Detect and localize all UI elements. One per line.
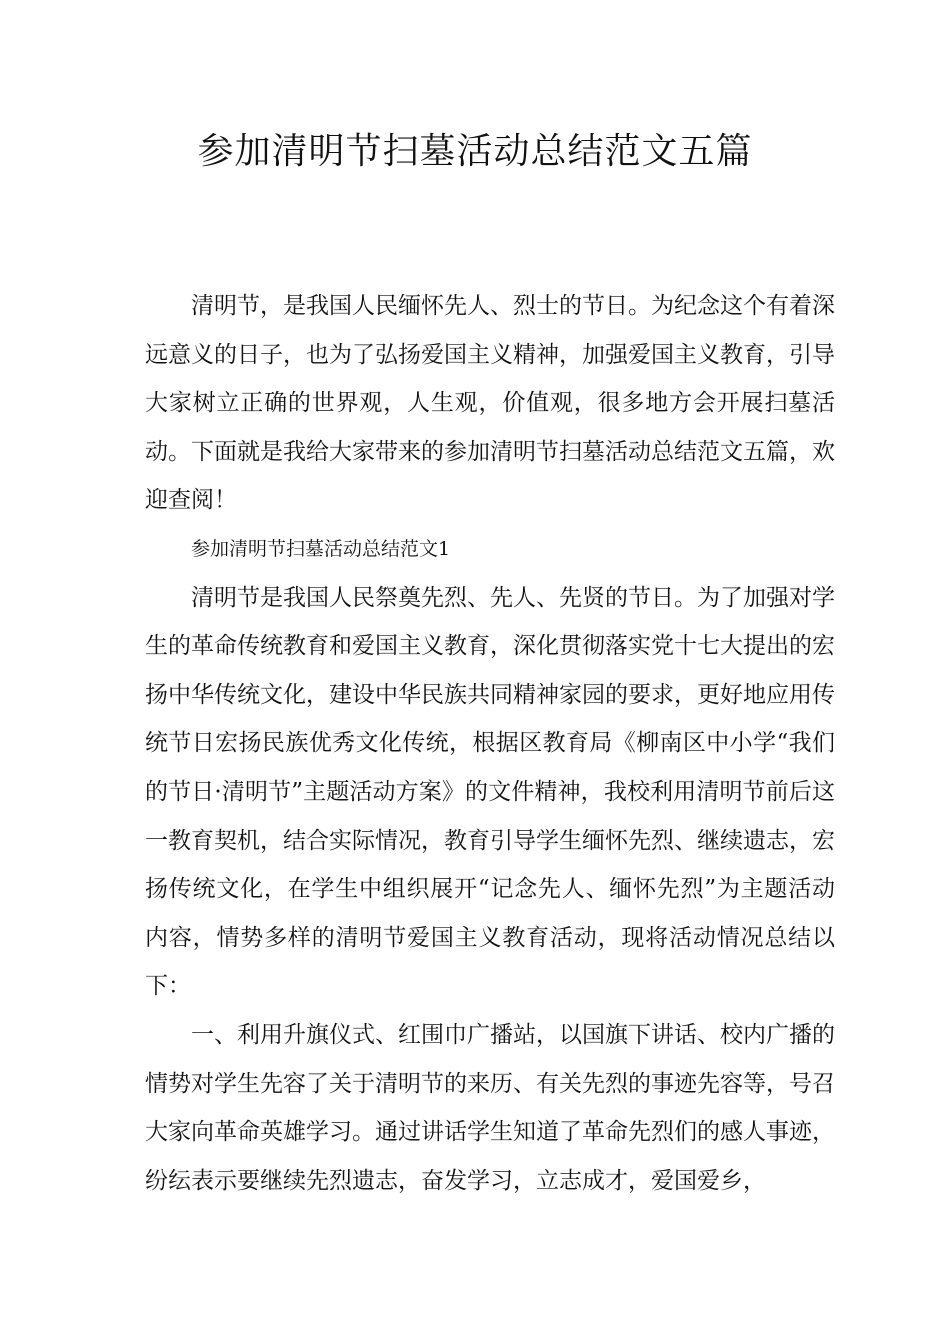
body-paragraph: 一、利用升旗仪式、红围巾广播站，以国旗下讲话、校内广播的情势对学生先容了关于清明节的来历、有关先烈的事迹先容等，号召大家向革命英雄学习。通过讲话学生知道了革命先烈们的感人事迹，纷纭表示要继续先烈遗志，奋发学习，立志成才，爱国爱乡，: [145, 1021, 835, 1194]
intro-paragraph: 清明节，是我国人民缅怀先人、烈士的节日。为纪念这个有着深远意义的日子，也为了弘扬爱国主义精神，加强爱国主义教育，引导大家树立正确的世界观，人生观，价值观，很多地方会开展扫墓活动。下面就是我给大家带来的参加清明节扫墓活动总结范文五篇，欢迎查阅！: [145, 293, 835, 514]
section-heading: 参加清明节扫墓活动总结范文1: [191, 537, 451, 560]
document-title: 参加清明节扫墓活动总结范文五篇: [197, 131, 753, 172]
document-body: [145, 282, 835, 1205]
body-paragraph: 清明节是我国人民祭奠先烈、先人、先贤的节日。为了加强对学生的革命传统教育和爱国主义教育，深化贯彻落实党十七大提出的宏扬中华传统文化，建设中华民族共同精神家园的要求，更好地应用传统节日宏扬民族优秀文化传统，根据区教育局《柳南区中小学“我们的节日·清明节”主题活动方案》的文件精神，我校利用清明节前后这一教育契机，结合实际情况，教育引导学生缅怀先烈、继续遗志，宏扬传统文化，在学生中组织展开“记念先人、缅怀先烈”为主题活动内容，情势多样的清明节爱国主义教育活动，现将活动情况总结以下：: [145, 584, 835, 1000]
